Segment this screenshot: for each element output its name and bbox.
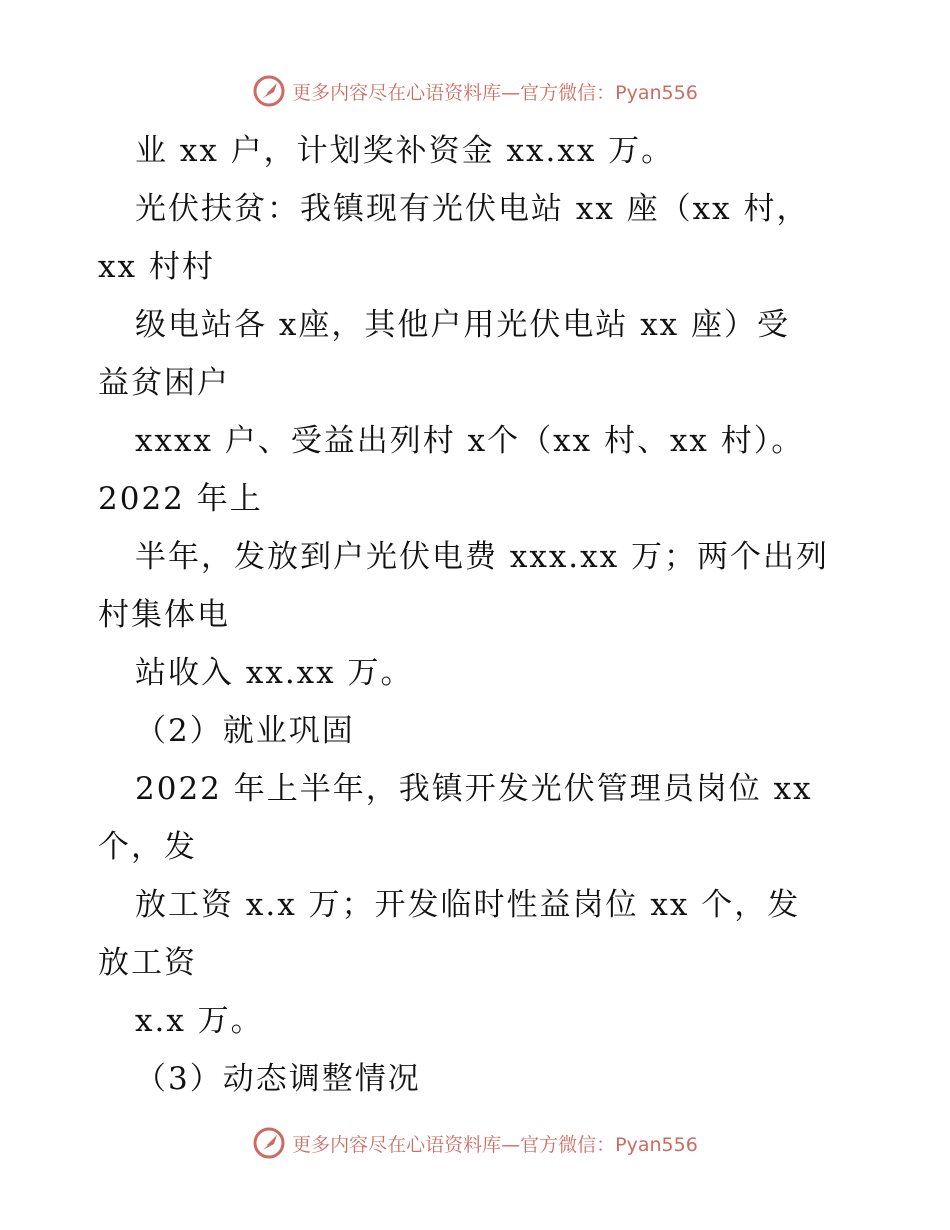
text-line: 半年，发放到户光伏电费 xxx.xx 万；两个出列 [135,539,829,575]
watermark-text: 更多内容尽在心语资料库—官方微信：Pyan556 [292,1133,698,1156]
text-line: 2022 年上半年，我镇开发光伏管理员岗位 xx [135,771,813,807]
text-line: 光伏扶贫：我镇现有光伏电站 xx 座（xx 村， [135,191,810,227]
text-line: xxxx 户、受益出列村 x个（xx 村、xx 村）。 [135,423,805,459]
text-line: 益贫困户 [98,365,230,401]
header-watermark [0,74,950,108]
text-line: 2022 年上 [98,481,263,517]
text-line: x.x 万。 [135,1003,264,1039]
text-line: 放工资 x.x 万；开发临时性益岗位 xx 个，发 [135,887,801,923]
text-line: 站收入 xx.xx 万。 [135,655,414,691]
footer-watermark [0,1126,950,1160]
watermark-text: 更多内容尽在心语资料库—官方微信：Pyan556 [292,81,698,104]
section-heading: （3）动态调整情况 [135,1061,421,1097]
document-body [98,122,888,1108]
text-line: 业 xx 户，计划奖补资金 xx.xx 万。 [135,133,675,169]
quill-logo-icon [252,74,286,108]
text-line: 放工资 [98,945,197,981]
text-line: xx 村村 [98,249,215,285]
text-line: 级电站各 x座，其他户用光伏电站 xx 座）受 [135,307,791,343]
section-heading: （2）就业巩固 [135,713,355,749]
text-line: 个，发 [98,829,197,865]
quill-logo-icon [252,1126,286,1160]
text-line: 村集体电 [98,597,230,633]
